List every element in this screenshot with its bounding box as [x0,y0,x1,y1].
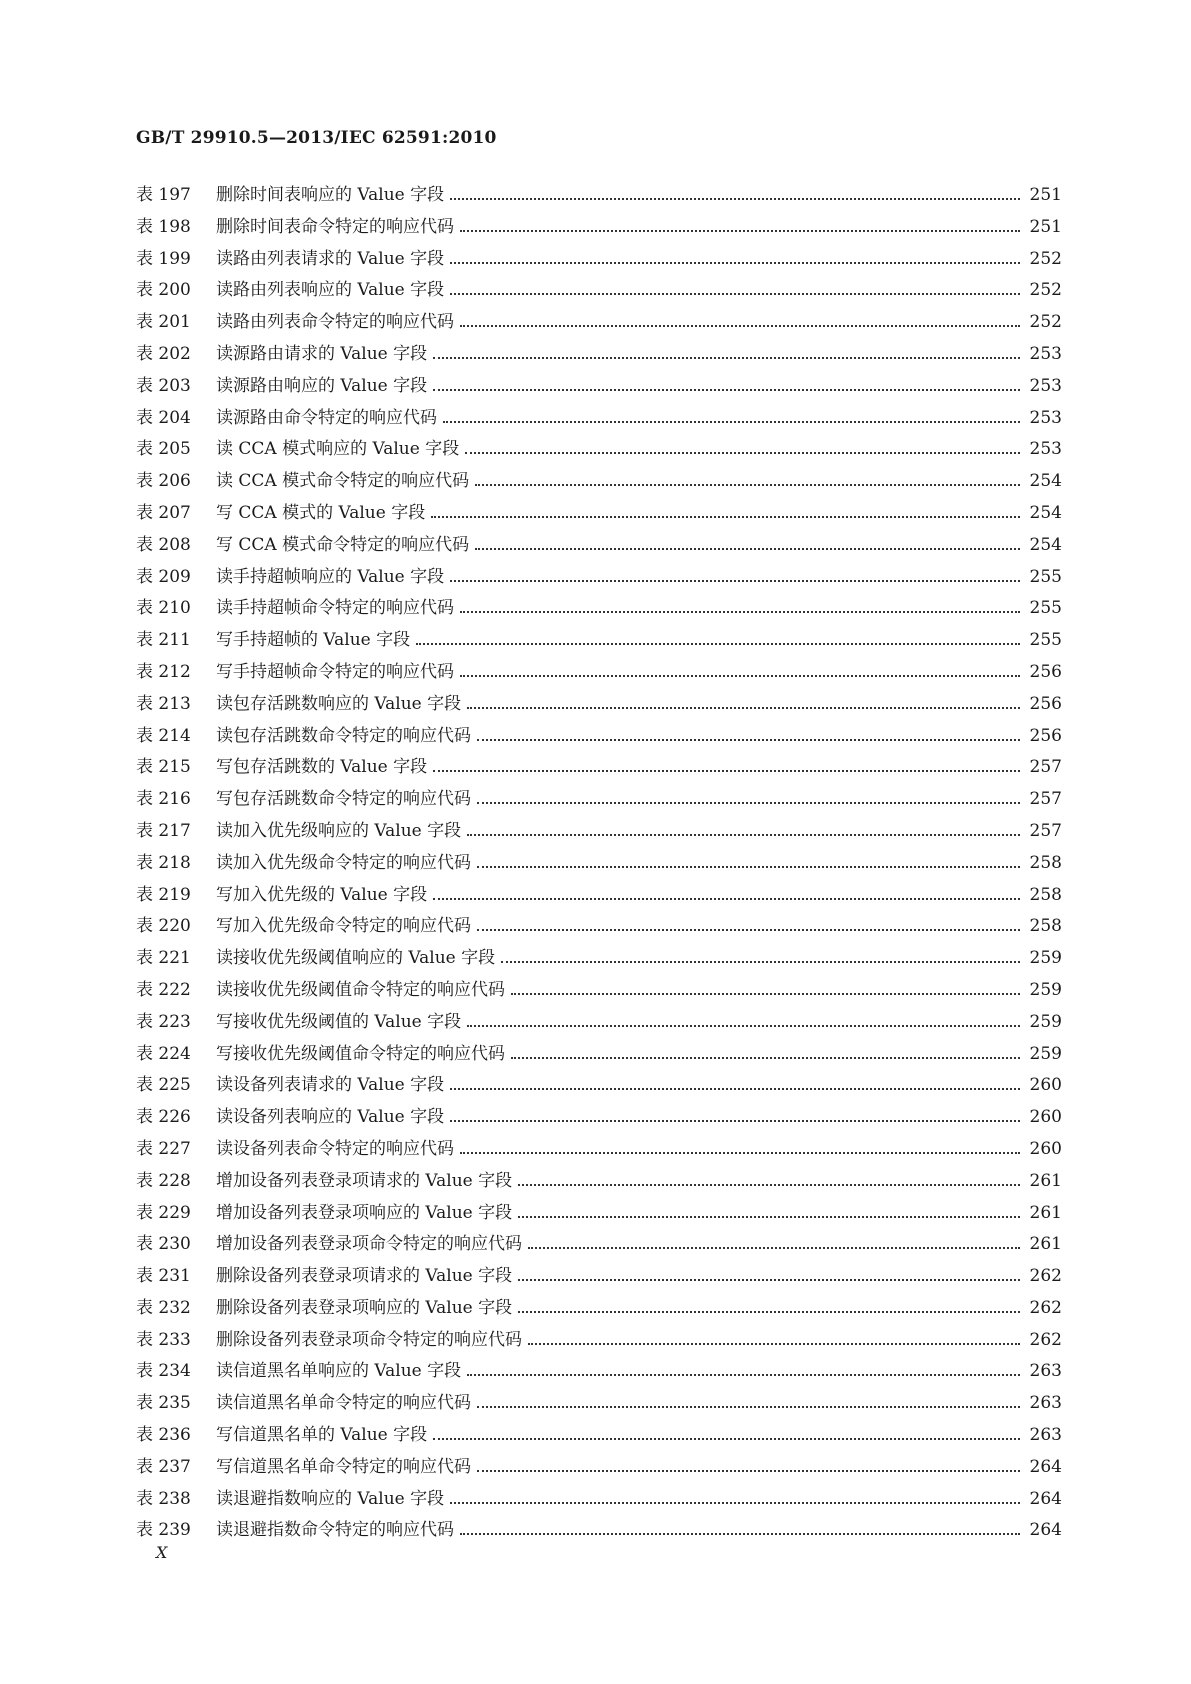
toc-entry [136,911,1062,943]
toc-entry-page: 261 [1029,1202,1062,1223]
toc-entry [136,975,1062,1007]
toc-entry-title: 读设备列表响应的 Value 字段 [216,1107,445,1128]
toc-entry-title: 读源路由命令特定的响应代码 [216,407,437,428]
toc-entry-title: 写 CCA 模式命令特定的响应代码 [216,534,470,555]
toc-entry-number: 表 230 [136,1234,191,1255]
toc-entry-title: 读信道黑名单响应的 Value 字段 [216,1361,462,1382]
toc-entry-page: 255 [1029,566,1062,587]
toc-entry-page: 259 [1029,1011,1062,1032]
toc-leader-dots [467,697,1020,708]
toc-leader-dots [477,856,1020,867]
toc-leader-dots [450,570,1020,581]
toc-entry-page: 253 [1029,375,1062,396]
toc-entry-page: 252 [1029,312,1062,333]
toc-leader-dots [450,1111,1020,1122]
toc-entry-page: 251 [1029,185,1062,205]
toc-entry-title: 增加设备列表登录项请求的 Value 字段 [216,1170,513,1191]
toc-entry-title: 读退避指数响应的 Value 字段 [216,1488,445,1509]
toc-leader-dots [465,443,1020,454]
toc-entry-title: 读 CCA 模式命令特定的响应代码 [216,471,470,492]
toc-entry-title: 读包存活跳数命令特定的响应代码 [216,725,471,746]
toc-entry [136,1420,1062,1452]
toc-leader-dots [511,1047,1020,1058]
toc-entry-page: 252 [1029,248,1062,269]
toc-leader-dots [416,634,1020,645]
toc-entry-page: 264 [1029,1456,1062,1477]
toc-leader-dots [450,252,1020,263]
toc-entry-title: 删除时间表响应的 Value 字段 [216,185,445,205]
toc-entry-page: 254 [1029,534,1062,555]
toc-entry-page: 254 [1029,471,1062,492]
toc-entry-number: 表 235 [136,1393,191,1414]
toc-entry-title: 写包存活跳数命令特定的响应代码 [216,789,471,810]
toc-entry [136,1007,1062,1039]
toc-leader-dots [433,348,1020,359]
toc-entry-page: 259 [1029,1043,1062,1064]
toc-entry-title: 写 CCA 模式的 Value 字段 [216,502,426,523]
toc-leader-dots [477,793,1020,804]
toc-entry-page: 255 [1029,598,1062,619]
toc-entry-number: 表 211 [136,630,191,651]
toc-leader-dots [518,1206,1020,1217]
toc-leader-dots [460,602,1020,613]
toc-entry-number: 表 214 [136,725,191,746]
toc-entry-title: 删除设备列表登录项响应的 Value 字段 [216,1297,513,1318]
toc-entry-title: 删除设备列表登录项命令特定的响应代码 [216,1329,522,1350]
toc-entry-number: 表 207 [136,502,191,523]
toc-entry-title: 读设备列表命令特定的响应代码 [216,1138,454,1159]
toc-entry-title: 删除时间表命令特定的响应代码 [216,216,454,237]
toc-entry [136,1070,1062,1102]
toc-entry [136,275,1062,307]
toc-entry-title: 写手持超帧命令特定的响应代码 [216,661,454,682]
toc-leader-dots [467,1015,1020,1026]
toc-entry-number: 表 236 [136,1425,191,1446]
toc-entry-page: 261 [1029,1234,1062,1255]
toc-entry-page: 255 [1029,630,1062,651]
toc-entry-page: 253 [1029,343,1062,364]
toc-entry-page: 258 [1029,916,1062,937]
toc-entry-title: 读接收优先级阈值命令特定的响应代码 [216,979,505,1000]
toc-entry-number: 表 208 [136,534,191,555]
toc-entry-number: 表 233 [136,1329,191,1350]
toc-leader-dots [450,1079,1020,1090]
toc-leader-dots [433,888,1020,899]
toc-entry-page: 257 [1029,820,1062,841]
toc-entry-title: 读 CCA 模式响应的 Value 字段 [216,439,460,460]
toc-leader-dots [460,220,1020,231]
toc-entry-title: 读源路由请求的 Value 字段 [216,343,428,364]
toc-leader-dots [518,1270,1020,1281]
toc-entry-number: 表 201 [136,312,191,333]
toc-leader-dots [477,920,1020,931]
toc-entry [136,498,1062,530]
table-of-contents [136,180,1062,1547]
toc-entry-number: 表 221 [136,948,191,969]
toc-entry [136,1356,1062,1388]
toc-entry-number: 表 218 [136,852,191,873]
toc-entry [136,562,1062,594]
toc-entry [136,1452,1062,1484]
toc-entry-page: 262 [1029,1329,1062,1350]
toc-entry [136,1515,1062,1547]
toc-entry-number: 表 229 [136,1202,191,1223]
toc-entry [136,307,1062,339]
toc-entry-number: 表 231 [136,1266,191,1287]
toc-leader-dots [467,825,1020,836]
toc-entry-number: 表 225 [136,1075,191,1096]
toc-entry-title: 读源路由响应的 Value 字段 [216,375,428,396]
toc-entry [136,403,1062,435]
toc-entry-number: 表 224 [136,1043,191,1064]
toc-entry-page: 254 [1029,502,1062,523]
toc-entry-number: 表 237 [136,1456,191,1477]
toc-leader-dots [467,1365,1020,1376]
toc-leader-dots [460,1143,1020,1154]
toc-entry [136,752,1062,784]
toc-entry-page: 258 [1029,852,1062,873]
toc-leader-dots [431,507,1020,518]
toc-leader-dots [433,761,1020,772]
page-number: X [156,1543,168,1562]
toc-entry [136,943,1062,975]
toc-entry-page: 256 [1029,661,1062,682]
toc-leader-dots [518,1302,1020,1313]
toc-leader-dots [450,189,1020,200]
toc-leader-dots [501,952,1020,963]
toc-entry-number: 表 203 [136,375,191,396]
toc-entry-page: 263 [1029,1361,1062,1382]
toc-entry [136,1293,1062,1325]
toc-entry-title: 删除设备列表登录项请求的 Value 字段 [216,1266,513,1287]
toc-entry-number: 表 202 [136,343,191,364]
toc-entry [136,784,1062,816]
toc-leader-dots [460,316,1020,327]
toc-entry-page: 260 [1029,1107,1062,1128]
toc-entry-title: 读路由列表响应的 Value 字段 [216,280,445,301]
toc-entry-page: 262 [1029,1266,1062,1287]
toc-entry [136,1102,1062,1134]
toc-entry-page: 259 [1029,979,1062,1000]
toc-entry-number: 表 209 [136,566,191,587]
toc-entry [136,848,1062,880]
toc-entry [136,339,1062,371]
toc-leader-dots [450,284,1020,295]
toc-entry-page: 262 [1029,1297,1062,1318]
toc-entry-title: 读设备列表请求的 Value 字段 [216,1075,445,1096]
toc-leader-dots [477,729,1020,740]
toc-entry [136,1325,1062,1357]
toc-entry-title: 读包存活跳数响应的 Value 字段 [216,693,462,714]
toc-leader-dots [528,1333,1020,1344]
toc-entry [136,1039,1062,1071]
toc-entry-title: 读手持超帧命令特定的响应代码 [216,598,454,619]
toc-entry [136,180,1062,212]
toc-entry-number: 表 200 [136,280,191,301]
toc-leader-dots [460,666,1020,677]
toc-entry-page: 251 [1029,216,1062,237]
toc-entry [136,1261,1062,1293]
toc-entry-number: 表 205 [136,439,191,460]
toc-entry-number: 表 210 [136,598,191,619]
toc-leader-dots [511,984,1020,995]
toc-entry-page: 264 [1029,1488,1062,1509]
toc-entry-title: 写加入优先级的 Value 字段 [216,884,428,905]
toc-entry-title: 读接收优先级阈值响应的 Value 字段 [216,948,496,969]
toc-entry-number: 表 228 [136,1170,191,1191]
toc-entry-page: 259 [1029,948,1062,969]
toc-entry-page: 264 [1029,1520,1062,1541]
toc-entry-title: 读信道黑名单命令特定的响应代码 [216,1393,471,1414]
toc-entry-title: 增加设备列表登录项响应的 Value 字段 [216,1202,513,1223]
toc-leader-dots [450,1492,1020,1503]
toc-entry-number: 表 223 [136,1011,191,1032]
toc-entry-number: 表 219 [136,884,191,905]
toc-entry-title: 增加设备列表登录项命令特定的响应代码 [216,1234,522,1255]
toc-leader-dots [528,1238,1020,1249]
toc-entry-number: 表 222 [136,979,191,1000]
toc-leader-dots [475,538,1020,549]
toc-entry-title: 写加入优先级命令特定的响应代码 [216,916,471,937]
toc-entry-number: 表 199 [136,248,191,269]
toc-entry [136,657,1062,689]
toc-entry-number: 表 226 [136,1107,191,1128]
toc-entry-number: 表 217 [136,820,191,841]
toc-entry-page: 260 [1029,1138,1062,1159]
toc-entry [136,1198,1062,1230]
toc-leader-dots [433,379,1020,390]
toc-entry [136,1166,1062,1198]
toc-entry-number: 表 234 [136,1361,191,1382]
toc-entry [136,530,1062,562]
toc-entry-page: 260 [1029,1075,1062,1096]
toc-entry-title: 写接收优先级阈值命令特定的响应代码 [216,1043,505,1064]
toc-leader-dots [460,1524,1020,1535]
toc-entry-number: 表 239 [136,1520,191,1541]
toc-entry-title: 写包存活跳数的 Value 字段 [216,757,428,778]
toc-entry-number: 表 232 [136,1297,191,1318]
toc-entry-page: 257 [1029,789,1062,810]
toc-entry-page: 252 [1029,280,1062,301]
toc-leader-dots [475,475,1020,486]
toc-entry [136,466,1062,498]
toc-entry-number: 表 204 [136,407,191,428]
toc-entry-title: 读加入优先级响应的 Value 字段 [216,820,462,841]
toc-entry-title: 读路由列表请求的 Value 字段 [216,248,445,269]
toc-entry-title: 写接收优先级阈值的 Value 字段 [216,1011,462,1032]
toc-entry-page: 261 [1029,1170,1062,1191]
toc-entry-page: 258 [1029,884,1062,905]
toc-entry [136,434,1062,466]
toc-entry [136,593,1062,625]
toc-entry-title: 写信道黑名单的 Value 字段 [216,1425,428,1446]
toc-entry [136,1134,1062,1166]
toc-entry-title: 读路由列表命令特定的响应代码 [216,312,454,333]
toc-entry-title: 写手持超帧的 Value 字段 [216,630,411,651]
toc-entry-title: 读退避指数命令特定的响应代码 [216,1520,454,1541]
toc-leader-dots [477,1397,1020,1408]
toc-entry-number: 表 227 [136,1138,191,1159]
toc-entry [136,1229,1062,1261]
toc-leader-dots [518,1174,1020,1185]
toc-entry [136,212,1062,244]
toc-entry-page: 253 [1029,407,1062,428]
toc-entry-title: 读手持超帧响应的 Value 字段 [216,566,445,587]
toc-entry-title: 读加入优先级命令特定的响应代码 [216,852,471,873]
toc-entry [136,1484,1062,1516]
toc-entry-number: 表 213 [136,693,191,714]
toc-entry-page: 257 [1029,757,1062,778]
toc-entry-number: 表 220 [136,916,191,937]
toc-entry-number: 表 215 [136,757,191,778]
toc-entry-page: 263 [1029,1425,1062,1446]
toc-entry [136,816,1062,848]
toc-entry-number: 表 198 [136,216,191,237]
toc-entry [136,625,1062,657]
toc-entry-number: 表 206 [136,471,191,492]
toc-entry [136,880,1062,912]
toc-entry [136,1388,1062,1420]
toc-entry-page: 256 [1029,693,1062,714]
page-header: GB/T 29910.5—2013/IEC 62591:2010 [136,128,497,148]
toc-entry-number: 表 197 [136,185,191,205]
toc-entry-page: 256 [1029,725,1062,746]
toc-leader-dots [433,1429,1020,1440]
toc-entry-number: 表 216 [136,789,191,810]
toc-entry-number: 表 238 [136,1488,191,1509]
toc-entry [136,721,1062,753]
toc-entry-page: 263 [1029,1393,1062,1414]
toc-entry-number: 表 212 [136,661,191,682]
toc-leader-dots [477,1461,1020,1472]
toc-entry [136,689,1062,721]
toc-entry [136,371,1062,403]
toc-entry [136,244,1062,276]
toc-leader-dots [443,411,1020,422]
toc-entry-title: 写信道黑名单命令特定的响应代码 [216,1456,471,1477]
toc-entry-page: 253 [1029,439,1062,460]
